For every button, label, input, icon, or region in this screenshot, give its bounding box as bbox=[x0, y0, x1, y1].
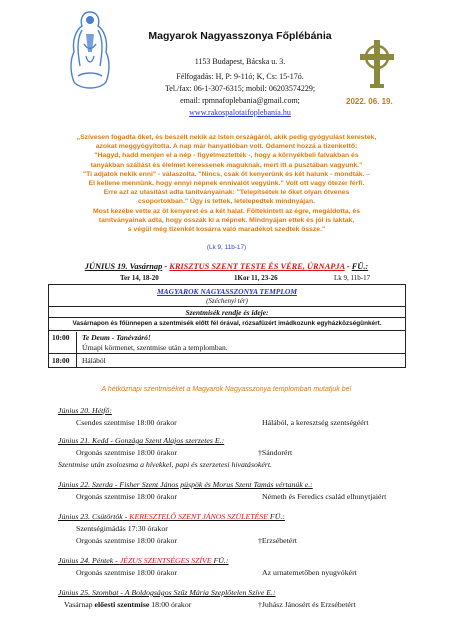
mass-line-bold: előesti szentmise bbox=[94, 600, 150, 609]
mass-line-prefix: Vasárnap bbox=[64, 600, 95, 609]
mass-line: Orgonás szentmise 18:00 órakor bbox=[76, 568, 177, 577]
gospel-line: "Hagyd, hadd menjen el a nép - figyelmeztették -, hogy a környékbeli falvakban és bbox=[94, 152, 359, 160]
church-address: (Széchenyi tér) bbox=[206, 297, 248, 305]
bulletin-date: 2022. 06. 19. bbox=[346, 97, 393, 106]
schedule-time: 18:00 bbox=[52, 356, 70, 365]
sunday-feast: KRISZTUS SZENT TESTE ÉS VÉRE, ÚRNAPJA bbox=[169, 262, 345, 271]
gospel-line: csoportokban." Úgy is tettek, letelepedtek mindnyájan. bbox=[138, 198, 315, 206]
day-title bbox=[58, 556, 228, 565]
mass-line: Orgonás szentmise 18:00 órakor bbox=[76, 536, 177, 545]
day-rank: FÜ.: bbox=[267, 512, 285, 521]
gospel-line: tanyákban szállást és élelmet keressenek maguknak, mert itt a pusztában vagyunk." bbox=[90, 161, 363, 169]
mass-intention: †Juhász Jánosért és Erzsébetért bbox=[258, 600, 356, 609]
schedule-title: Szentmisék rendje és ideje: bbox=[185, 308, 269, 317]
day-separator: - bbox=[113, 556, 120, 565]
sunday-separator: - bbox=[162, 262, 170, 271]
reading-gospel: Lk 9, 11b-17 bbox=[334, 274, 371, 282]
mass-intention: Az urnatemetőben nyugvókért bbox=[262, 568, 357, 577]
sunday-rank: FÜ.: bbox=[351, 262, 369, 271]
parish-title: Magyarok Nagyasszonya Főplébánia bbox=[148, 30, 332, 42]
day-separator: - bbox=[122, 512, 130, 521]
mass-intention: Németh és Feredics család elhunytjaiért bbox=[262, 492, 387, 501]
gospel-line: "Ti adjatok nekik enni" - válaszolta. "Nincs, csak öt kenyerünk és két halunk - mondták. – bbox=[82, 170, 371, 178]
day-title: Június 20. Hétfő: bbox=[58, 406, 112, 415]
day-title: Június 22. Szerda - Fisher Szent János püspök és Morus Szent Tamás vértanúk e.: bbox=[58, 480, 313, 489]
reading-second: 1Kor 11, 23-26 bbox=[234, 274, 278, 282]
celtic-cross-icon bbox=[356, 38, 398, 90]
gospel-line: azokat meggyógyította. A nap már hanyatlóban volt. Odament hozzá a tizenkettő: bbox=[95, 143, 358, 151]
day-feast: JÉZUS SZENTSÉGES SZÍVE bbox=[119, 556, 212, 565]
table-row bbox=[48, 354, 406, 368]
weekday-note: A hétköznapi szentmiséket a Magyarok Nagyasszonya templomban mutatjuk be! bbox=[101, 386, 352, 393]
website-link[interactable]: www.rakospalotaifoplebania.hu bbox=[189, 108, 291, 117]
day-date: Június 23. Csütörtök bbox=[58, 512, 123, 521]
day-title: Június 21. Kedd - Gonzága Szent Alajos szerzetes E.: bbox=[58, 436, 225, 445]
mass-intention: †Sándorért bbox=[258, 448, 293, 457]
contact-phone: Tel./fax: 06-1-307-6315; mobil: 06203574229; bbox=[164, 84, 316, 93]
office-hours: Félfogadás: H, P: 9-11ó; K, Cs: 15-17ó. bbox=[176, 72, 304, 81]
gospel-line: Most kezébe vette az öt kenyeret és a két halat. Föltekintett az égre, megáldotta, és bbox=[92, 207, 361, 215]
sunday-heading bbox=[8, 262, 445, 271]
schedule-text: Úrnapi körmenet, szentmise után a templomban. bbox=[82, 343, 228, 352]
adoration-line: Szentségimádás 17:30 órakor bbox=[76, 524, 168, 533]
sunday-separator: - bbox=[344, 262, 352, 271]
mass-line: Orgonás szentmise 18:00 órakor bbox=[76, 448, 177, 457]
gospel-line: Erre azt az utasítást adta tanítványainak: "Telepítsétek le őket olyan ötvenes bbox=[103, 189, 350, 197]
gospel-excerpt bbox=[20, 133, 433, 234]
schedule-text: Te Deum - Tanévzáró! bbox=[82, 333, 151, 342]
church-name[interactable]: MAGYAROK NAGYASSZONYA TEMPLOM bbox=[156, 287, 298, 296]
day-rank: FÜ.: bbox=[211, 556, 229, 565]
mass-intention: Hálából, a keresztség szentségéért bbox=[262, 418, 369, 427]
day-feast: KERESZTELŐ SZENT JÁNOS SZÜLETÉSE bbox=[129, 512, 268, 521]
day-title: Június 25. Szombat - A Boldogságos Szűz Mária Szeplőtelen Szíve E.: bbox=[58, 588, 276, 597]
schedule-time: 10:00 bbox=[52, 333, 70, 342]
gospel-line: tanítványainak adta, hogy osszák ki a népnek. Mindnyájan ettek és jól is laktak, bbox=[98, 216, 355, 224]
sunday-date: JÚNIUS 19. Vasárnap bbox=[84, 262, 163, 271]
day-date: Június 24. Péntek bbox=[58, 556, 114, 565]
day-note: Szentmise után zsolozsma a hívekkel, papi és szerzetesi hivatásokért. bbox=[58, 460, 272, 469]
divider bbox=[49, 330, 405, 331]
day-title bbox=[58, 512, 285, 521]
rosary-note: Vasárnapon és főünnepen a szentmisék előtt fél órával, rózsafüzért imádkozunk egyházközségünkért. bbox=[72, 320, 382, 327]
gospel-line: s végül még tizenkét kosárra való maradékot szedtek össze." bbox=[127, 226, 326, 234]
divider bbox=[49, 306, 405, 307]
mass-intention: †Erzsébetért bbox=[258, 536, 297, 545]
gospel-line: El kellene mennünk, hogy ennyi népnek ennivalót vegyünk." Volt ott vagy ötezer férfi. bbox=[88, 180, 365, 188]
mass-line: Orgonás szentmise 18:00 órakor bbox=[76, 492, 177, 501]
mass-line bbox=[64, 600, 191, 609]
parish-logo bbox=[62, 6, 118, 94]
schedule-text: Hálából bbox=[82, 356, 106, 365]
mass-schedule-box bbox=[48, 284, 406, 354]
mass-line-suffix: 18:00 órakor bbox=[149, 600, 192, 609]
gospel-line: „Szívesen fogadta őket, és beszélt nekik az Isten országáról, akik pedig gyógyulást kerestek, bbox=[76, 134, 377, 141]
contact-email: email: rpmnafoplebania@gmail.com; bbox=[180, 96, 300, 105]
reading-first: Ter 14, 18-20 bbox=[120, 274, 159, 282]
parish-address: 1153 Budapest, Bácska u. 3. bbox=[194, 57, 286, 66]
mass-line: Csendes szentmise 18:00 órakor bbox=[76, 418, 177, 427]
divider bbox=[49, 317, 405, 318]
gospel-reference: (Lk 9, 11b-17) bbox=[206, 244, 247, 251]
website-link-wrap bbox=[120, 108, 360, 117]
